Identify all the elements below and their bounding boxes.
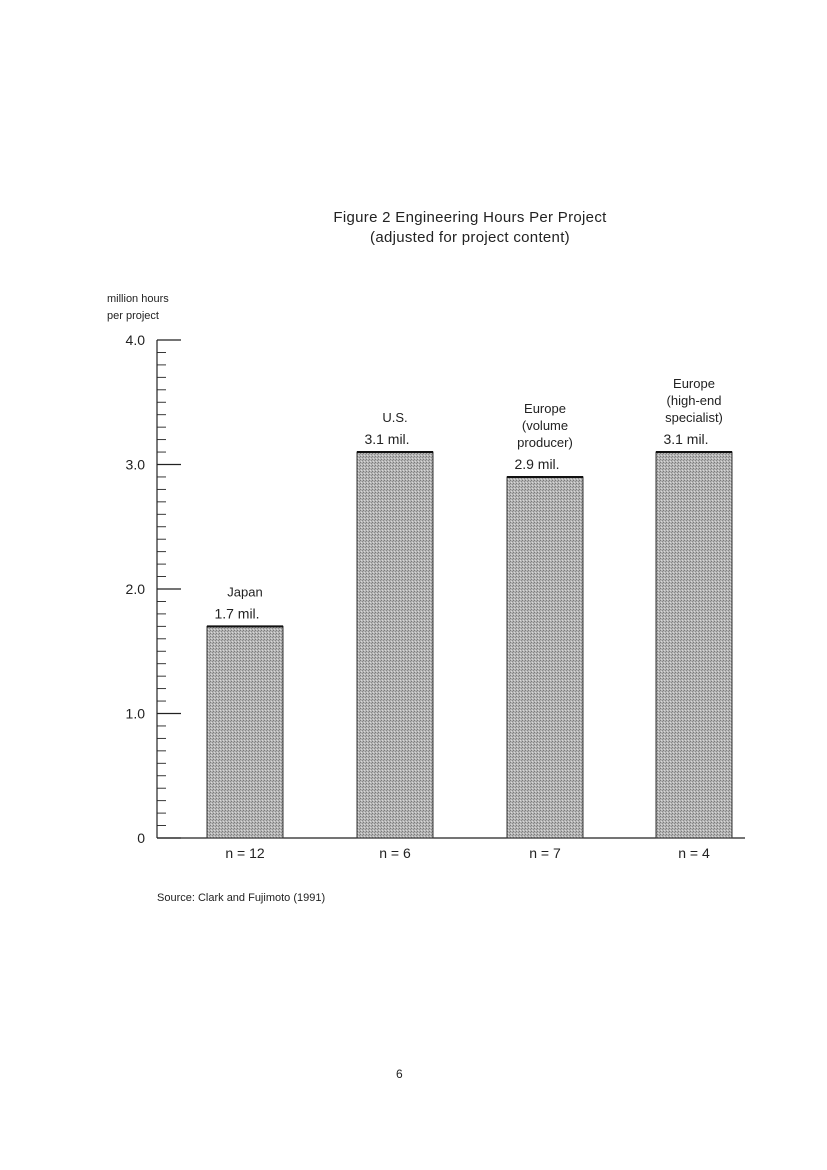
bar-n-label: n = 7	[529, 845, 561, 861]
bar-n-label: n = 6	[379, 845, 411, 861]
bar	[357, 452, 433, 838]
y-axis-label-line-2: per project	[107, 310, 159, 322]
bar-value-label: 3.1 mil.	[364, 431, 410, 448]
bar	[507, 477, 583, 838]
bar	[656, 452, 732, 838]
y-tick-label: 4.0	[125, 332, 145, 348]
y-axis-label-line-1: million hours	[107, 293, 169, 305]
bar-category-label: Europe	[524, 400, 566, 416]
page-number: 6	[396, 1067, 403, 1081]
bar-n-label: n = 12	[225, 845, 265, 861]
bar-value-label: 3.1 mil.	[663, 431, 709, 448]
bar-category-label: Japan	[227, 584, 263, 600]
bar-category-label: (high-end	[666, 393, 722, 409]
y-tick-label: 2.0	[125, 581, 145, 597]
bar-category-label: U.S.	[382, 410, 408, 426]
y-tick-label: 0	[137, 830, 145, 846]
y-tick-label: 3.0	[125, 456, 145, 473]
bar-category-label: producer)	[517, 434, 573, 450]
chart-subtitle: (adjusted for project content)	[370, 229, 570, 246]
bar-value-label: 2.9 mil.	[514, 455, 560, 472]
source-note: Source: Clark and Fujimoto (1991)	[157, 892, 326, 904]
y-tick-label: 1.0	[125, 705, 145, 722]
bar-category-label: (volume	[521, 417, 569, 433]
bar	[207, 626, 283, 838]
bars	[207, 452, 732, 838]
bar-category-label: specialist)	[665, 410, 723, 426]
chart-title: Figure 2 Engineering Hours Per Project	[333, 209, 607, 226]
bar-category-label: Europe	[673, 376, 715, 392]
bar-value-label: 1.7 mil.	[214, 605, 260, 622]
bar-n-label: n = 4	[678, 845, 710, 861]
